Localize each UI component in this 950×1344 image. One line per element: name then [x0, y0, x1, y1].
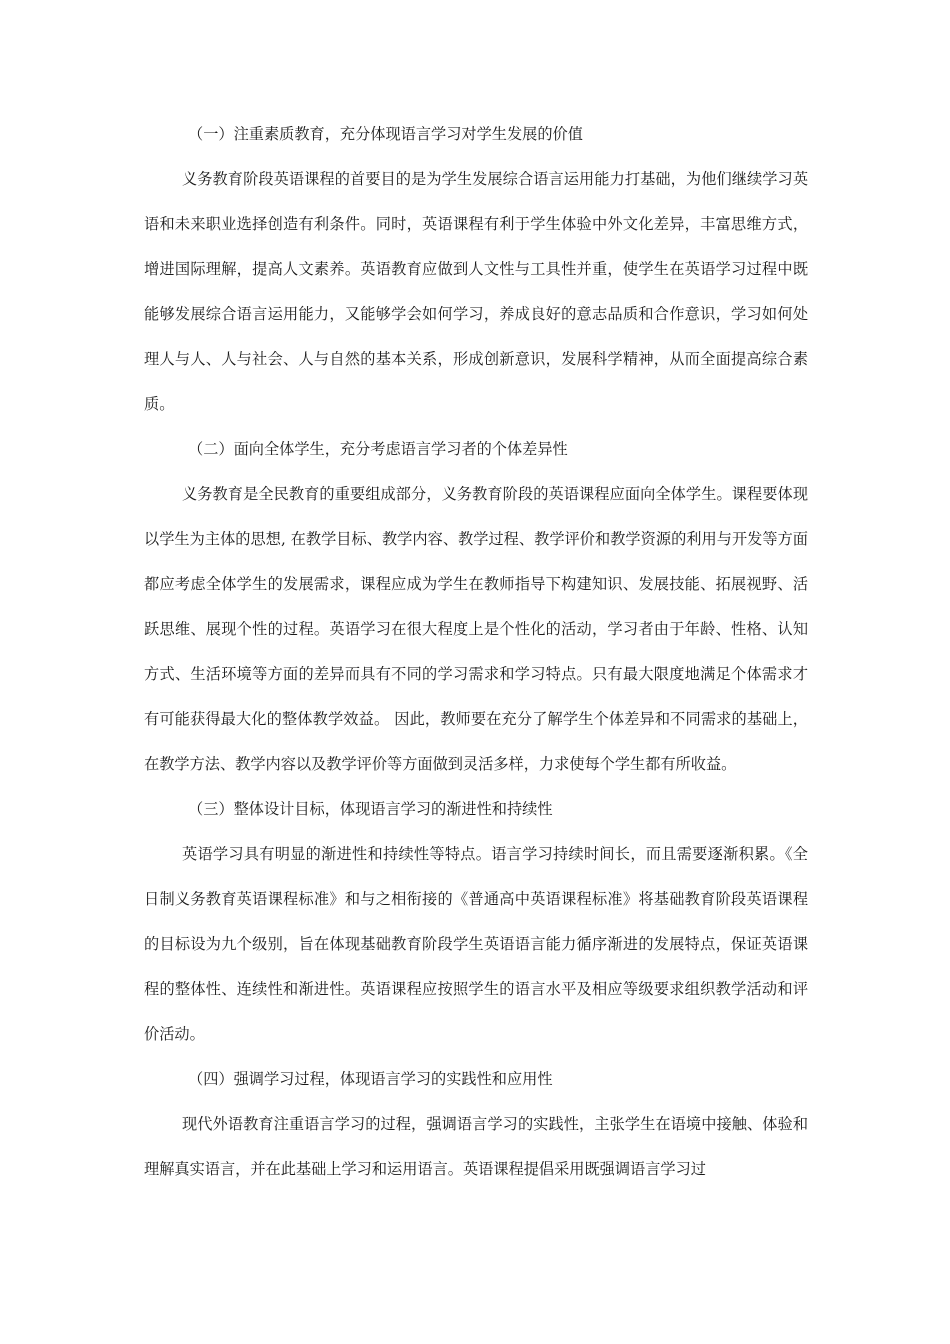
section-heading-1: （一）注重素质教育，充分体现语言学习对学生发展的价值 — [188, 125, 583, 143]
section-heading-2: （二）面向全体学生，充分考虑语言学习者的个体差异性 — [188, 440, 568, 458]
section-heading-4: （四）强调学习过程，体现语言学习的实践性和应用性 — [188, 1070, 553, 1088]
section-paragraph-4: 现代外语教育注重语言学习的过程，强调语言学习的实践性，主张学生在语境中接触、体验和理解真实语言，并在此基础上学习和运用语言。英语课程提倡采用既强调语言学习过 — [144, 1115, 808, 1178]
document-body — [144, 112, 808, 1192]
section-paragraph-1: 义务教育阶段英语课程的首要目的是为学生发展综合语言运用能力打基础，为他们继续学习英语和未来职业选择创造有利条件。同时，英语课程有利于学生体验中外文化差异，丰富思维方式，增进国际理解，提高人文素养。英语教育应做到人文性与工具性并重，使学生在英语学习过程中既能够发展综合语言运用能力，又能够学会如何学习，养成良好的意志品质和合作意识，学习如何处理人与人、人与社会、人与自然的基本关系，形成创新意识，发展科学精神，从而全面提高综合素质。 — [144, 170, 808, 413]
section-heading-3: （三）整体设计目标，体现语言学习的渐进性和持续性 — [188, 800, 553, 818]
section-paragraph-3: 英语学习具有明显的渐进性和持续性等特点。语言学习持续时间长，而且需要逐渐积累。《全日制义务教育英语课程标准》和与之相衔接的《普通高中英语课程标准》将基础教育阶段英语课程的目标设为九个级别，旨在体现基础教育阶段学生英语语言能力循序渐进的发展特点，保证英语课程的整体性、连续性和渐进性。英语课程应按照学生的语言水平及相应等级要求组织教学活动和评价活动。 — [144, 845, 808, 1043]
section-paragraph-2: 义务教育是全民教育的重要组成部分，义务教育阶段的英语课程应面向全体学生。课程要体现以学生为主体的思想, 在教学目标、教学内容、教学过程、教学评价和教学资源的利用与开发等方面都应考虑全体学生的发展需求，课程应成为学生在教师指导下构建知识、发展技能、拓展视野、活跃思维、展现个性的过程。英语学习在很大程度上是个性化的活动，学习者由于年龄、性格、认知方式、生活环境等方面的差异而具有不同的学习需求和学习特点。只有最大限度地满足个体需求才有可能获得最大化的整体教学效益。 因此，教师要在充分了解学生个体差异和不同需求的基础上，在教学方法、教学内容以及教学评价等方面做到灵活多样，力求使每个学生都有所收益。 — [144, 485, 808, 773]
